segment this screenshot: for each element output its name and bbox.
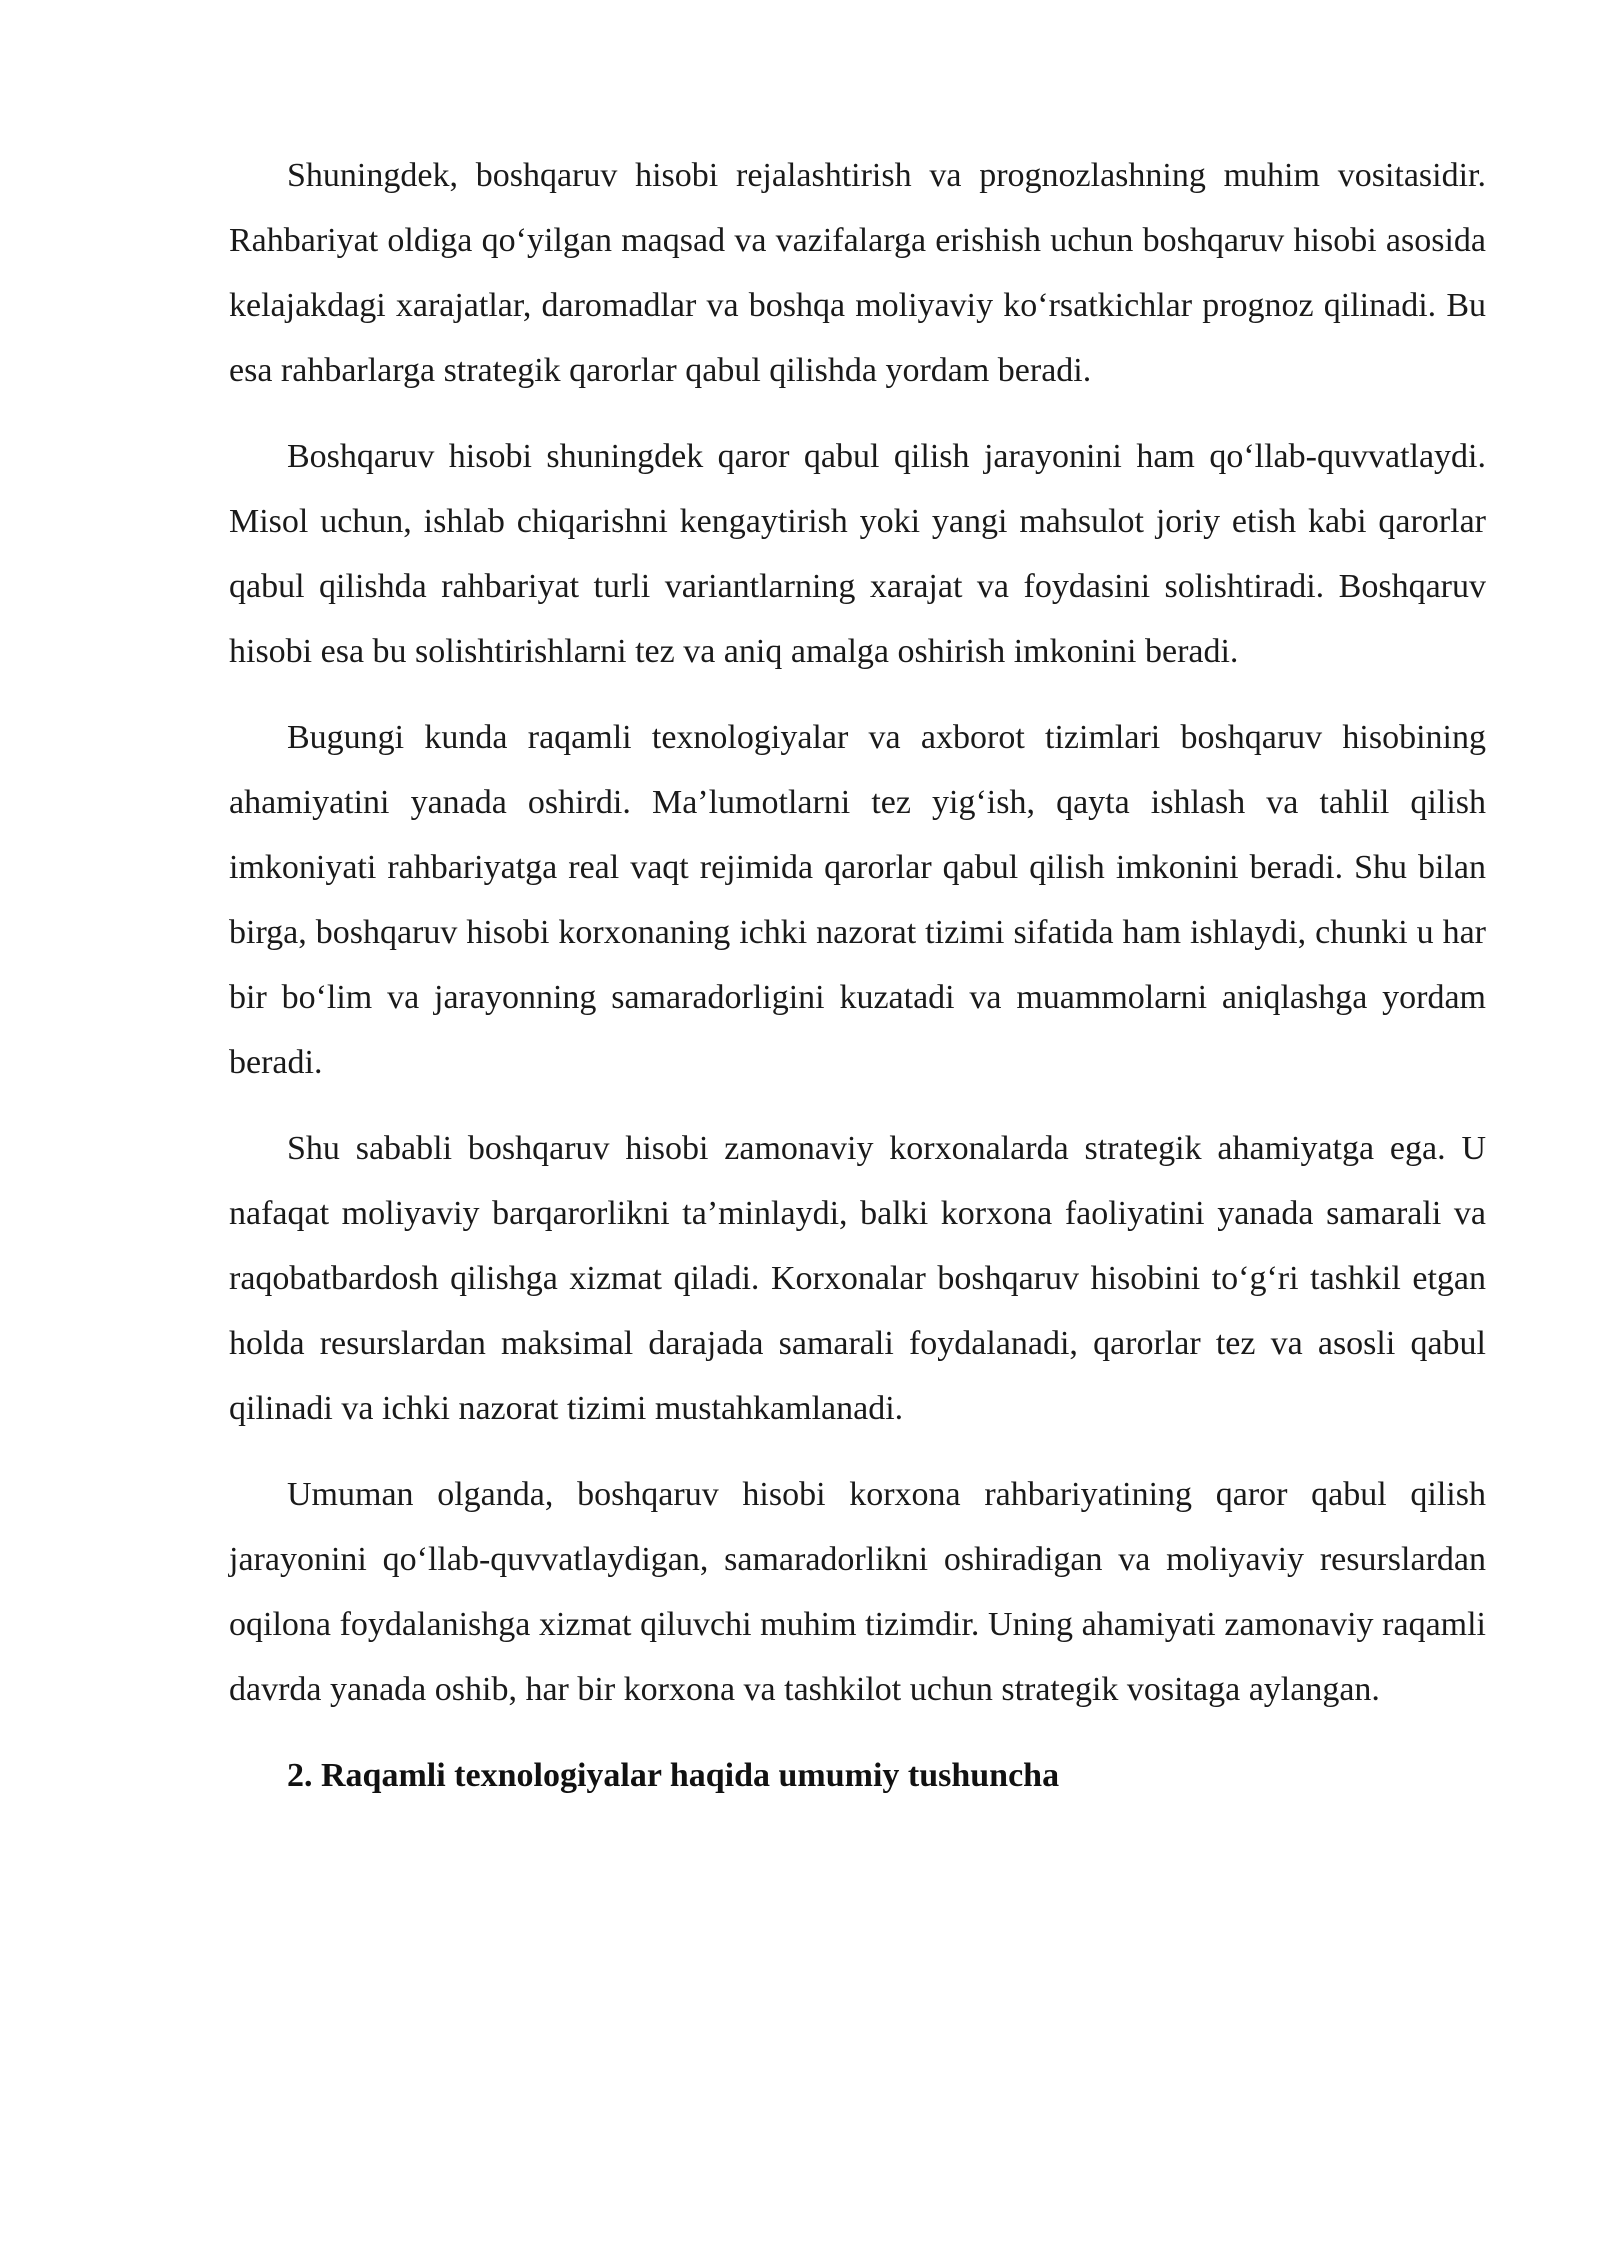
page-body (229, 143, 1486, 1808)
section-heading: 2. Raqamli texnologiyalar haqida umumiy tushuncha (287, 1757, 1060, 1794)
paragraph-decision-support: Boshqaruv hisobi shuningdek qaror qabul qilish jarayonini ham qo‘llab-quvvatlaydi. Misol uchun, ishlab chiqarishni kengaytirish yoki yangi mahsulot joriy etish kabi qarorlar qabul qilishda rahbariyat turli variantlarning xarajat va foydasini solishtiradi. Boshqaruv hisobi esa bu solishtirishlarni tez va aniq amalga oshirish imkonini beradi. (229, 438, 1486, 670)
paragraph-strategic-importance: Shu sababli boshqaruv hisobi zamonaviy korxonalarda strategik ahamiyatga ega. U nafaqat moliyaviy barqarorlikni ta’minlaydi, balki korxona faoliyatini yanada samarali va raqobatbardosh qilishga xizmat qiladi. Korxonalar boshqaruv hisobini to‘g‘ri tashkil etgan holda resurslardan maksimal darajada samarali foydalanadi, qarorlar tez va asosli qabul qilinadi va ichki nazorat tizimi mustahkamlanadi. (229, 1130, 1486, 1427)
paragraph-conclusion: Umuman olganda, boshqaruv hisobi korxona rahbariyatining qaror qabul qilish jarayonini qo‘llab-quvvatlaydigan, samaradorlikni oshiradigan va moliyaviy resurslardan oqilona foydalanishga xizmat qiluvchi muhim tizimdir. Uning ahamiyati zamonaviy raqamli davrda yanada oshib, har bir korxona va tashkilot uchun strategik vositaga aylangan. (229, 1476, 1486, 1708)
paragraph-digital-technologies: Bugungi kunda raqamli texnologiyalar va axborot tizimlari boshqaruv hisobining ahamiyatini yanada oshirdi. Ma’lumotlarni tez yig‘ish, qayta ishlash va tahlil qilish imkoniyati rahbariyatga real vaqt rejimida qarorlar qabul qilish imkonini beradi. Shu bilan birga, boshqaruv hisobi korxonaning ichki nazorat tizimi sifatida ham ishlaydi, chunki u har bir bo‘lim va jarayonning samaradorligini kuzatadi va muammolarni aniqlashga yordam beradi. (229, 719, 1486, 1081)
paragraph-planning-forecasting: Shuningdek, boshqaruv hisobi rejalashtirish va prognozlashning muhim vositasidir. Rahbariyat oldiga qo‘yilgan maqsad va vazifalarga erishish uchun boshqaruv hisobi asosida kelajakdagi xarajatlar, daromadlar va boshqa moliyaviy ko‘rsatkichlar prognoz qilinadi. Bu esa rahbarlarga strategik qarorlar qabul qilishda yordam beradi. (229, 157, 1486, 389)
